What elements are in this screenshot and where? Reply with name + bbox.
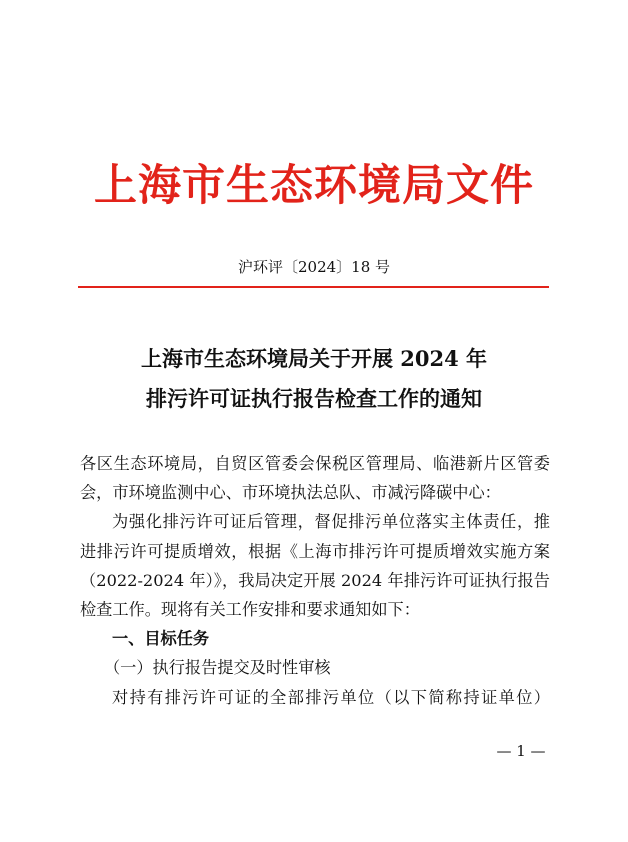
section-heading-objectives: 一、目标任务	[112, 629, 210, 648]
addressee-line-2: 会，市环境监测中心、市环境执法总队、市减污降碳中心：	[80, 483, 501, 502]
paragraph-line-3: （2022-2024 年）》，我局决定开展 2024 年排污许可证执行报告	[80, 571, 550, 590]
subsection-heading-timeliness: （一）执行报告提交及时性审核	[104, 658, 331, 677]
notice-title-line-1: 上海市生态环境局关于开展 2024 年	[140, 346, 488, 371]
paragraph-line-1: 为强化排污许可证后管理，督促排污单位落实主体责任，推	[112, 512, 550, 531]
document-header-title: 上海市生态环境局文件	[94, 161, 534, 211]
paragraph-line-4: 检查工作。现将有关工作安排和要求通知如下：	[80, 600, 420, 619]
red-divider-line	[78, 286, 549, 288]
document-number: 沪环评〔2024〕18 号	[237, 258, 391, 276]
paragraph-line-5: 对持有排污许可证的全部排污单位（以下简称持证单位）	[112, 688, 550, 707]
addressee-line-1: 各区生态环境局，自贸区管委会保税区管理局、临港新片区管委	[80, 454, 550, 473]
paragraph-line-2: 进排污许可提质增效，根据《上海市排污许可提质增效实施方案	[80, 542, 550, 561]
notice-title-line-2: 排污许可证执行报告检查工作的通知	[146, 386, 482, 411]
page-number: — 1 —	[496, 742, 546, 760]
